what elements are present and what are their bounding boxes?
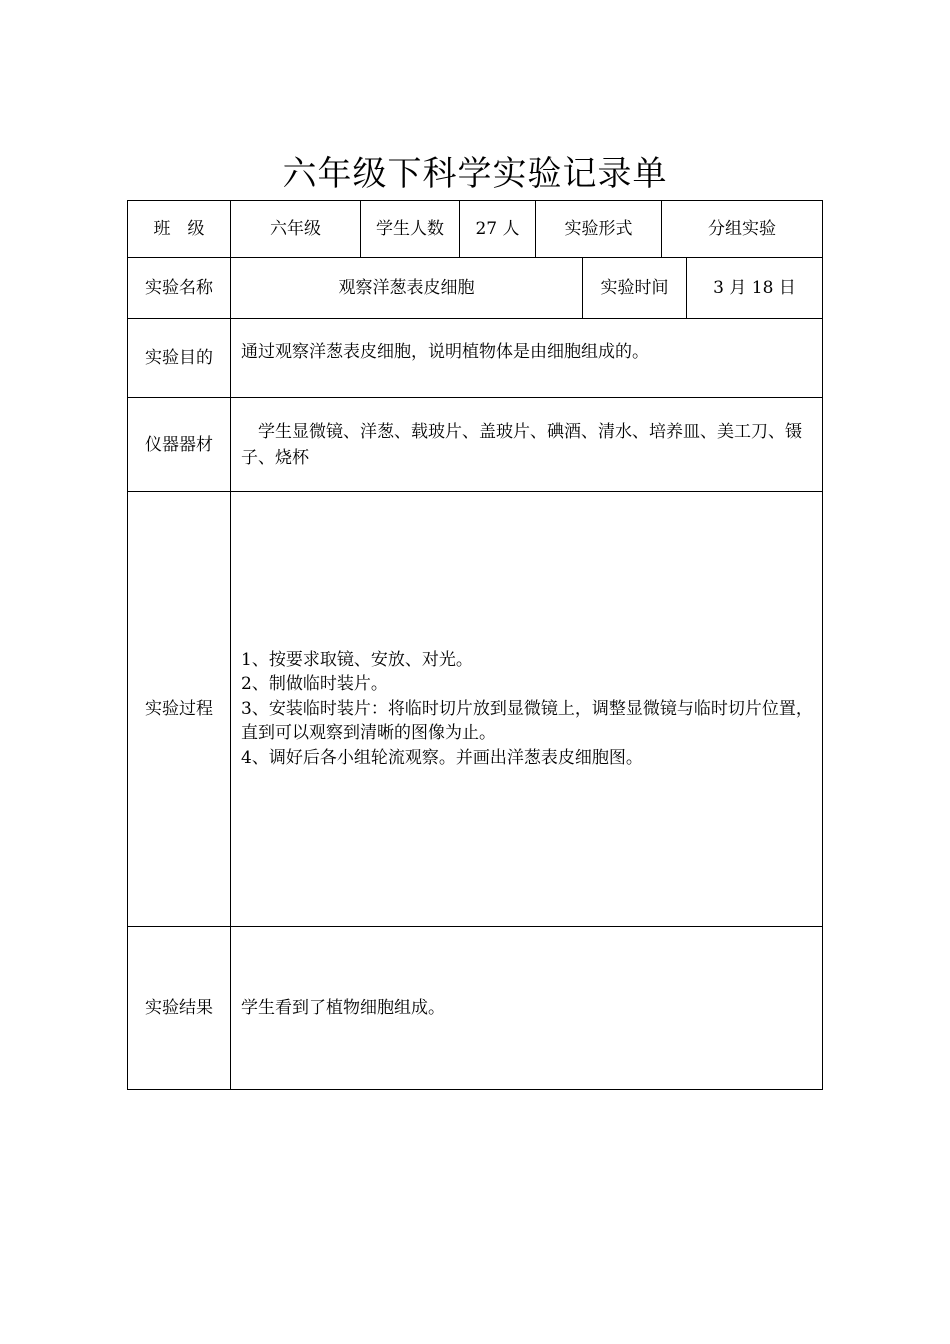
students-label: 学生人数: [361, 201, 460, 257]
materials-value: [231, 398, 822, 491]
experiment-name-value: 观察洋葱表皮细胞: [231, 258, 583, 318]
result-text: 学生看到了植物细胞组成。: [241, 998, 445, 1018]
experiment-time-value: 3 月 18 日: [713, 278, 796, 298]
table-row-materials: [128, 398, 822, 492]
class-label: 班 级: [128, 201, 231, 257]
process-step: 4、调好后各小组轮流观察。并画出洋葱表皮细胞图。: [241, 747, 643, 768]
process-step: 3、安装临时装片：将临时切片放到显微镜上，调整显微镜与临时切片位置，直到可以观察到清晰的图像为止。: [241, 698, 813, 744]
purpose-value: [231, 319, 822, 397]
experiment-name-label: 实验名称: [128, 258, 231, 318]
process-label: 实验过程: [128, 492, 231, 926]
form-label: 实验形式: [536, 201, 662, 257]
class-value: 六年级: [231, 201, 361, 257]
form-value: 分组实验: [708, 219, 776, 239]
materials-text: 学生显微镜、洋葱、载玻片、盖玻片、碘酒、清水、培养皿、美工刀、镊子、烧杯: [241, 421, 802, 468]
table-row-experiment-name: [128, 258, 822, 319]
process-value: [231, 492, 822, 926]
table-row-purpose: [128, 319, 822, 398]
result-value: [231, 927, 822, 1089]
purpose-label: 实验目的: [128, 319, 231, 397]
table-row-process: [128, 492, 822, 927]
result-label: 实验结果: [128, 927, 231, 1089]
process-steps: [241, 648, 814, 771]
table-row-basic-info: [128, 201, 822, 258]
experiment-record-table: [127, 200, 823, 1090]
process-step: 1、按要求取镜、安放、对光。: [241, 649, 473, 670]
process-step: 2、制做临时装片。: [241, 674, 388, 695]
experiment-time-label: 实验时间: [583, 258, 687, 318]
purpose-text: 通过观察洋葱表皮细胞，说明植物体是由细胞组成的。: [241, 342, 649, 362]
table-row-result: [128, 927, 822, 1089]
materials-label: 仪器器材: [128, 398, 231, 491]
students-value: 27 人: [460, 201, 536, 257]
page-title: 六年级下科学实验记录单: [282, 154, 668, 194]
